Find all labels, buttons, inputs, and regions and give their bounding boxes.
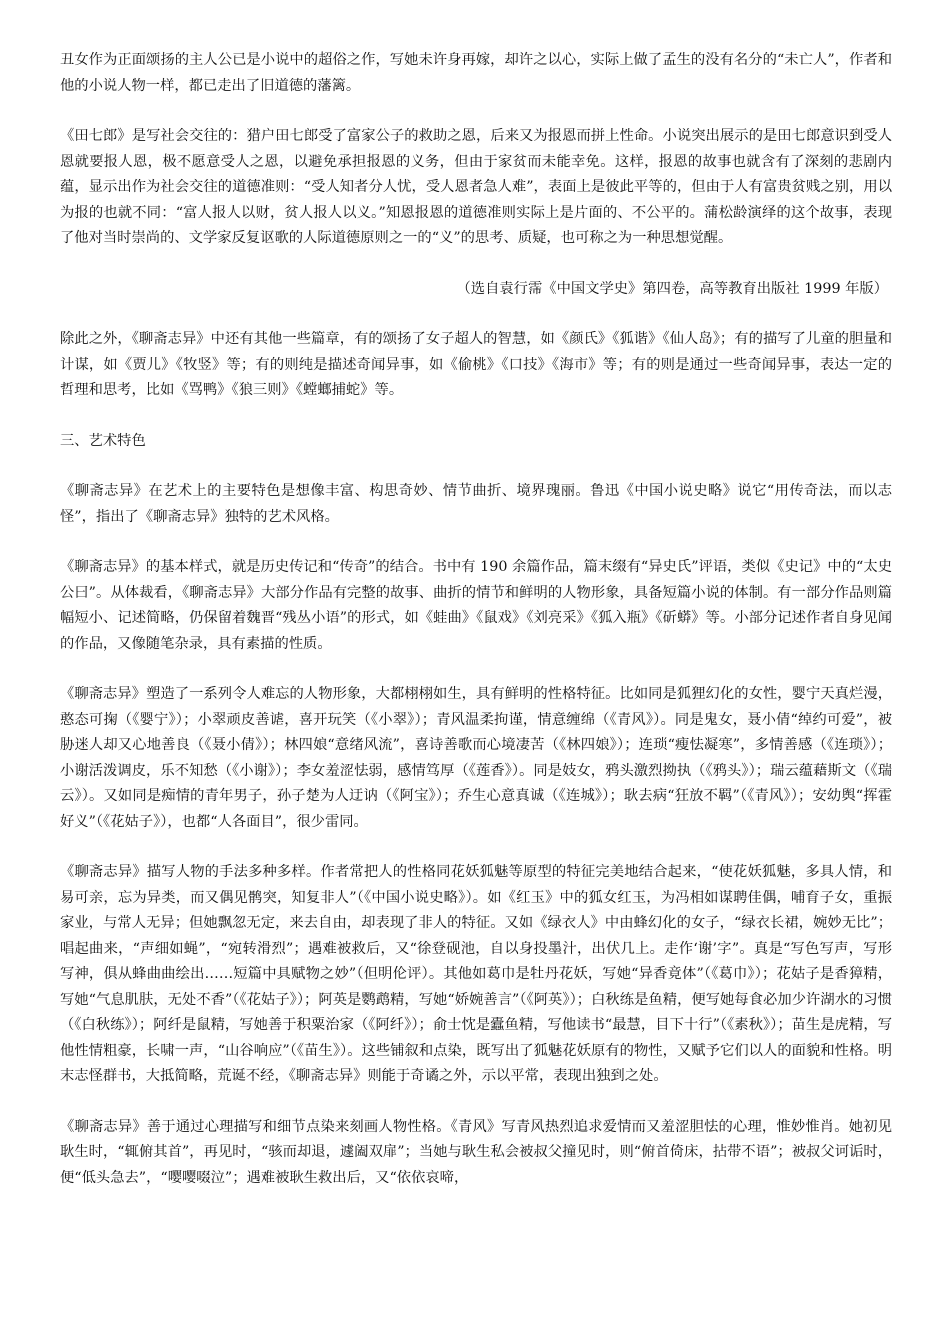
paragraph-basic-form: 《聊斋志异》的基本样式，就是历史传记和“传奇”的结合。书中有 190 余篇作品，篇末缀有“异史氏”评语，类似《史记》中的“太史公曰”。从体裁看，《聊斋志异》大部分作品有完整的故事、曲折的情节和鲜明的人物形象，具备短篇小说的体制。有一部分作品则篇幅短小、记述简略，仍保留着魏晋“残丛小语”的形式，如《蛙曲》《鼠戏》《刘亮采》《狐入瓶》《斫蟒》等。小部分记述作者自身见闻的作品，又像随笔杂录，具有素描的性质。	[60, 559, 892, 652]
paragraph-characters: 《聊斋志异》塑造了一系列令人难忘的人物形象，大都栩栩如生，具有鲜明的性格特征。比如同是狐狸幻化的女性，婴宁天真烂漫，憨态可掬（《婴宁》）；小翠顽皮善谑，喜开玩笑（《小翠》）；青风温柔拘谨，情意缠绵（《青风》）。同是鬼女，聂小倩“绰约可爱”，被胁迷人却又心地善良（《聂小倩》）；林四娘“意绪风流”，喜诗善歌而心境凄苦（《林四娘》）；连琐“瘦怯凝寒”，多情善感（《连琐》）；小谢活泼调皮，乐不知愁（《小谢》）；李女羞涩怯弱，感情笃厚（《莲香》）。同是妓女，鸦头激烈拗执（《鸦头》）；瑞云蕴藉斯文（《瑞云》）。又如同是痴情的青年男子，孙子楚为人迂讷（《阿宝》）；乔生心意真诚（《连城》）；耿去病“狂放不羁”（《青风》）；安幼舆“挥霍好义”（《花姑子》），也都“人各面目”，很少雷同。	[60, 686, 892, 830]
paragraph-techniques: 《聊斋志异》描写人物的手法多种多样。作者常把人的性格同花妖狐魅等原型的特征完美地结合起来，“使花妖狐魅，多具人情，和易可亲，忘为异类，而又偶见鹘突，知复非人”（《中国小说史略》）。如《红玉》中的狐女红玉，为冯相如谋聘佳偶，哺育子女，重振家业，与常人无异；但她飘忽无定，来去自由，却表现了非人的特征。又如《绿衣人》中由蜂幻化的女子，“绿衣长裙，婉妙无比”；唱起曲来，“声细如蝇”，“宛转滑烈”；遇难被救后，又“徐登砚池，自以身投墨汁，出伏几上。走作‘谢’字”。真是“写色写声，写形写神，俱从蜂曲曲绘出……短篇中具赋物之妙”（但明伦评）。其他如葛巾是牡丹花妖，写她“异香竟体”（《葛巾》）；花姑子是香獐精，写她“气息肌肤，无处不香”（《花姑子》）；阿英是鹦鹉精，写她“娇婉善言”（《阿英》）；白秋练是鱼精，便写她每食必加少许湖水的习惯（《白秋练》）；阿纤是鼠精，写她善于积粟治家（《阿纤》）；俞士忱是蠹鱼精，写他读书“最慧，目下十行”（《素秋》）；苗生是虎精，写他性情粗豪，长啸一声，“山谷响应”（《苗生》）。这些铺叙和点染，既写出了狐魅花妖原有的物性，又赋予它们以人的面貌和性格。明末志怪群书，大抵简略，荒诞不经，《聊斋志异》则能于奇谲之外，示以平常，表现出独到之处。	[60, 864, 892, 1084]
source-citation: （选自袁行霈《中国文学史》第四卷，高等教育出版社 1999 年版）	[456, 280, 888, 297]
section-heading: 三、艺术特色	[60, 432, 146, 449]
paragraph-psychology: 《聊斋志异》善于通过心理描写和细节点染来刻画人物性格。《青风》写青风热烈追求爱情而又羞涩胆怯的心理，惟妙惟肖。她初见耿生时，“辄俯其首”，再见时，“骇而却退，遽阖双扉”；当她与耿生私会被叔父撞见时，则“俯首倚床，拈带不语”；被叔父诃诟时，便“低头急去”，“嘤嘤啜泣”；遇难被耿生救出后，又“依依哀啼，	[60, 1118, 892, 1186]
paragraph-tian-qi-lang: 《田七郎》是写社会交往的：猎户田七郎受了富家公子的救助之恩，后来又为报恩而拼上性命。小说突出展示的是田七郎意识到受人恩就要报人恩，极不愿意受人之恩，以避免承担报恩的义务，但由于家贫而未能幸免。这样，报恩的故事也就含有了深刻的悲剧内蕴，显示出作为社会交往的道德准则：“受人知者分人忧，受人恩者急人难”，表面上是彼此平等的，但由于人有富贵贫贱之别，用以为报的也就不同：“富人报人以财，贫人报人以义。”知恩报恩的道德准则实际上是片面的、不公平的。蒲松龄演绎的这个故事，表现了他对当时崇尚的、文学家反复讴歌的人际道德原则之一的“义”的思考、质疑，也可称之为一种思想觉醒。	[60, 128, 892, 246]
paragraph-chou-nv: 丑女作为正面颂扬的主人公已是小说中的超俗之作，写她未许身再嫁，却许之以心，实际上做了孟生的没有名分的“未亡人”，作者和他的小说人物一样，都已走出了旧道德的藩篱。	[60, 52, 892, 94]
paragraph-art-overview: 《聊斋志异》在艺术上的主要特色是想像丰富、构思奇妙、情节曲折、境界瑰丽。鲁迅《中国小说史略》说它“用传奇法，而以志怪”，指出了《聊斋志异》独特的艺术风格。	[60, 483, 892, 525]
paragraph-other-works: 除此之外，《聊斋志异》中还有其他一些篇章，有的颂扬了女子超人的智慧，如《颜氏》《狐谐》《仙人岛》；有的描写了儿童的胆量和计谋，如《贾儿》《牧竖》等；有的则纯是描述奇闻异事，如《偷桃》《口技》《海市》等；有的则是通过一些奇闻异事，表达一定的哲理和思考，比如《骂鸭》《狼三则》《螳螂捕蛇》等。	[60, 331, 892, 398]
document-page	[60, 48, 892, 1216]
